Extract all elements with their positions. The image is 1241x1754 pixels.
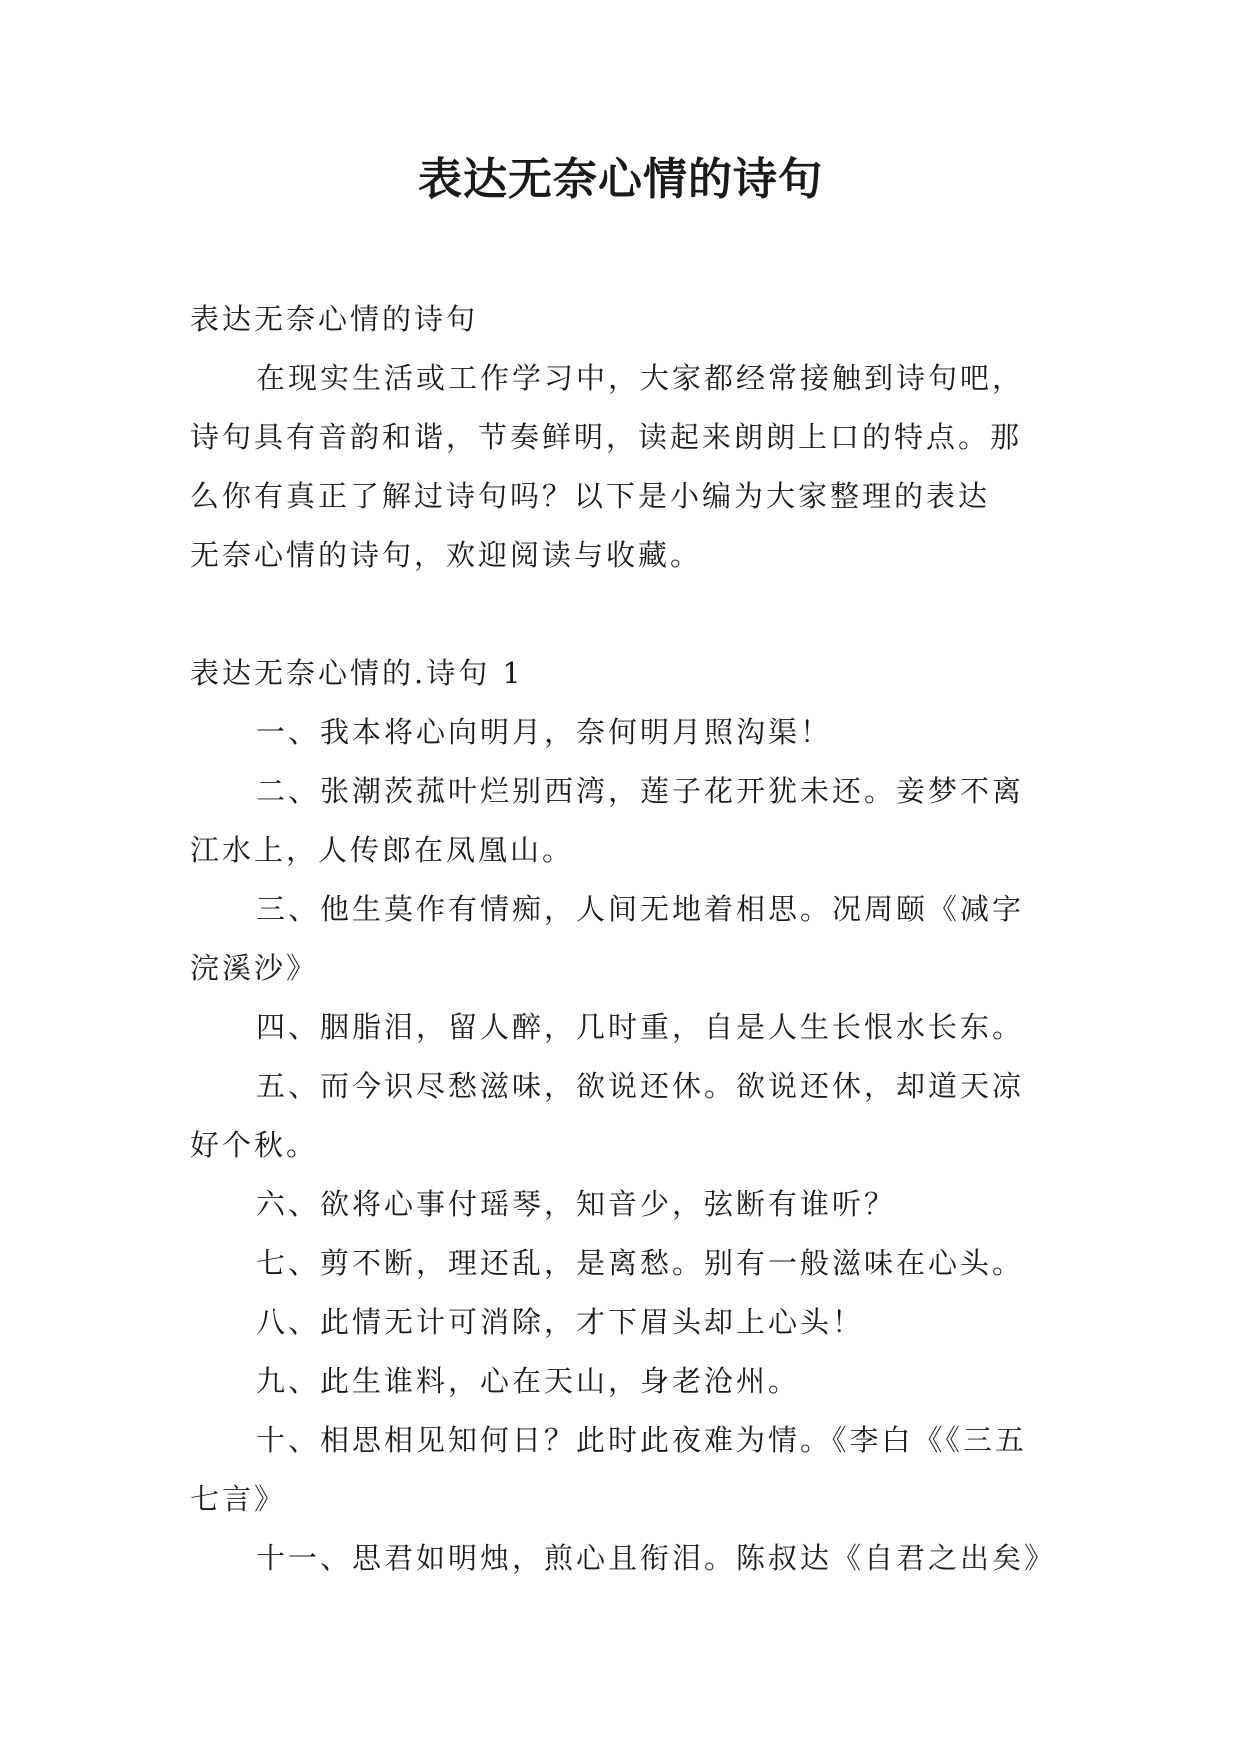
poem-line: 八、此情无计可消除，才下眉头却上心头！ [256, 1305, 865, 1339]
poem-line: 十一、思君如明烛，煎心且衔泪。陈叔达《自君之出矣》 [256, 1541, 1057, 1575]
poem-line: 二、张潮茨菰叶烂别西湾，莲子花开犹未还。妾梦不离 [256, 774, 1025, 808]
poem-line: 三、他生莫作有情痴，人间无地着相思。况周颐《减字 [256, 892, 1025, 926]
intro-line: 在现实生活或工作学习中，大家都经常接触到诗句吧， [256, 361, 1025, 395]
poem-line: 六、欲将心事付瑶琴，知音少，弦断有谁听？ [256, 1187, 897, 1221]
poem-line: 四、胭脂泪，留人醉，几时重，自是人生长恨水长东。 [256, 1010, 1025, 1044]
poem-line: 江水上，人传郎在凤凰山。 [190, 833, 575, 867]
intro-line: 么你有真正了解过诗句吗？以下是小编为大家整理的表达 [190, 479, 991, 513]
subtitle: 表达无奈心情的诗句 [190, 302, 479, 336]
intro-line: 诗句具有音韵和谐，节奏鲜明，读起来朗朗上口的特点。那 [190, 420, 1023, 454]
poem-line: 七、剪不断，理还乱，是离愁。别有一般滋味在心头。 [256, 1246, 1025, 1280]
poem-line: 一、我本将心向明月，奈何明月照沟渠！ [256, 715, 833, 749]
spacer [190, 585, 1070, 644]
poem-line: 好个秋。 [190, 1128, 319, 1162]
poem-line: 五、而今识尽愁滋味，欲说还休。欲说还休，却道天凉 [256, 1069, 1025, 1103]
poem-line: 浣溪沙》 [190, 951, 319, 985]
poem-line: 十、相思相见知何日？此时此夜难为情。《李白《《三五 [256, 1423, 1028, 1457]
poem-line: 七言》 [190, 1482, 287, 1516]
section-heading: 表达无奈心情的.诗句 1 [190, 656, 524, 690]
poem-line: 九、此生谁料，心在天山，身老沧州。 [256, 1364, 801, 1398]
document-title: 表达无奈心情的诗句 [418, 154, 823, 205]
document-body [190, 290, 1070, 1588]
intro-paragraph [190, 349, 1070, 585]
intro-line: 无奈心情的诗句，欢迎阅读与收藏。 [190, 538, 703, 572]
poem-list [190, 703, 1070, 1588]
